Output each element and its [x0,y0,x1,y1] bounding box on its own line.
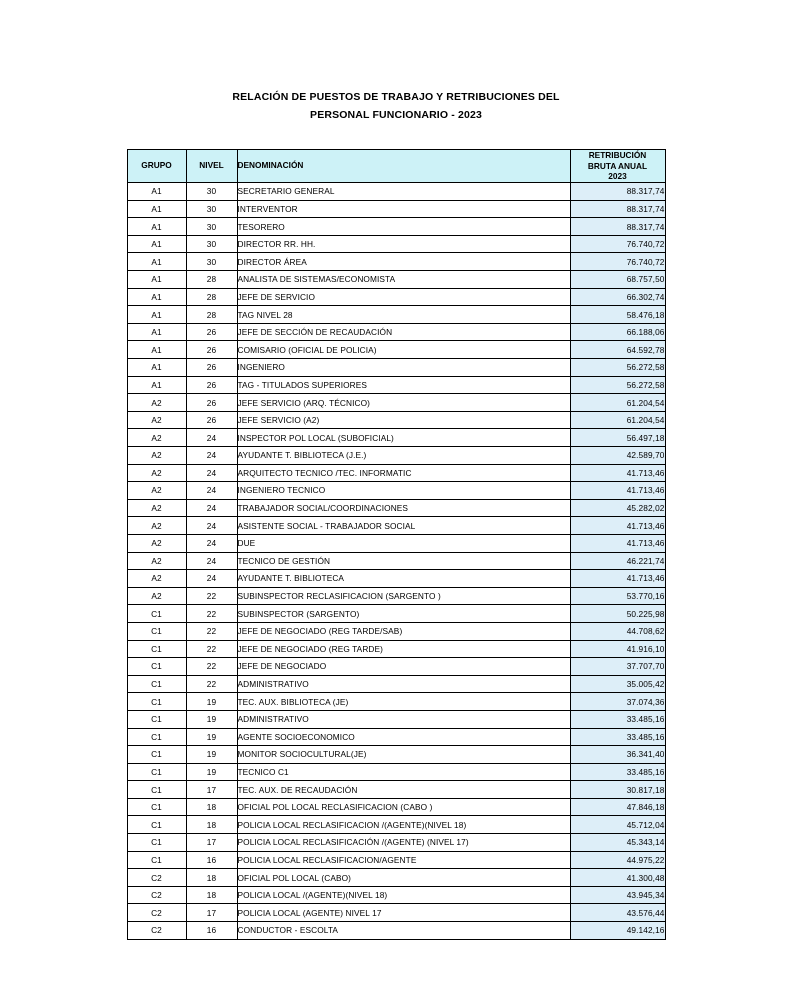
cell-grupo: C1 [127,834,186,852]
table-row [127,359,665,377]
cell-nivel: 24 [186,570,237,588]
cell-nivel: 28 [186,306,237,324]
table-row [127,447,665,465]
cell-nivel: 22 [186,640,237,658]
cell-nivel: 22 [186,658,237,676]
cell-nivel: 24 [186,429,237,447]
cell-retribucion: 41.713,46 [570,570,665,588]
cell-nivel: 26 [186,341,237,359]
cell-denominacion: TECNICO DE GESTIÓN [237,552,570,570]
cell-nivel: 22 [186,605,237,623]
cell-nivel: 19 [186,763,237,781]
cell-retribucion: 58.476,18 [570,306,665,324]
cell-denominacion: POLICIA LOCAL RECLASIFICACIÓN /(AGENTE) (NIVEL 17) [237,834,570,852]
cell-grupo: C1 [127,763,186,781]
cell-retribucion: 37.707,70 [570,658,665,676]
cell-retribucion: 33.485,16 [570,710,665,728]
cell-nivel: 19 [186,710,237,728]
cell-retribucion: 53.770,16 [570,587,665,605]
cell-retribucion: 88.317,74 [570,218,665,236]
cell-denominacion: INTERVENTOR [237,200,570,218]
cell-nivel: 30 [186,235,237,253]
cell-denominacion: JEFE SERVICIO (ARQ. TÉCNICO) [237,394,570,412]
cell-retribucion: 44.975,22 [570,851,665,869]
cell-retribucion: 41.713,46 [570,482,665,500]
table-row [127,728,665,746]
table-row [127,183,665,201]
cell-grupo: C1 [127,675,186,693]
cell-retribucion: 76.740,72 [570,253,665,271]
table-row [127,781,665,799]
cell-nivel: 30 [186,253,237,271]
cell-retribucion: 45.712,04 [570,816,665,834]
cell-retribucion: 30.817,18 [570,781,665,799]
cell-grupo: C1 [127,781,186,799]
cell-grupo: A1 [127,218,186,236]
cell-nivel: 16 [186,922,237,940]
cell-denominacion: INGENIERO [237,359,570,377]
cell-denominacion: COMISARIO (OFICIAL DE POLICIA) [237,341,570,359]
table-row [127,376,665,394]
cell-denominacion: JEFE SERVICIO (A2) [237,411,570,429]
cell-denominacion: CONDUCTOR - ESCOLTA [237,922,570,940]
cell-grupo: A2 [127,411,186,429]
cell-denominacion: INGENIERO TECNICO [237,482,570,500]
cell-retribucion: 37.074,36 [570,693,665,711]
cell-grupo: A2 [127,429,186,447]
column-header-retribucion-line-3: 2023 [608,171,627,182]
table-row [127,394,665,412]
cell-nivel: 19 [186,746,237,764]
column-header-denominacion: DENOMINACIÓN [237,149,570,182]
cell-nivel: 17 [186,781,237,799]
table-row [127,640,665,658]
cell-retribucion: 44.708,62 [570,622,665,640]
table-row [127,886,665,904]
table-body [127,183,665,940]
cell-nivel: 17 [186,834,237,852]
cell-nivel: 17 [186,904,237,922]
cell-grupo: C1 [127,746,186,764]
cell-nivel: 24 [186,447,237,465]
table-header-row [127,149,665,182]
cell-nivel: 18 [186,816,237,834]
cell-denominacion: POLICIA LOCAL (AGENTE) NIVEL 17 [237,904,570,922]
cell-nivel: 24 [186,482,237,500]
table-row [127,306,665,324]
cell-retribucion: 41.713,46 [570,534,665,552]
table-row [127,271,665,289]
cell-grupo: A2 [127,464,186,482]
cell-retribucion: 56.272,58 [570,376,665,394]
table-row [127,904,665,922]
table-row [127,605,665,623]
cell-nivel: 26 [186,411,237,429]
cell-nivel: 18 [186,886,237,904]
column-header-retribucion-line-2: BRUTA ANUAL [587,160,648,171]
cell-retribucion: 49.142,16 [570,922,665,940]
cell-denominacion: JEFE DE NEGOCIADO (REG TARDE/SAB) [237,622,570,640]
table-row [127,693,665,711]
table-row [127,675,665,693]
cell-retribucion: 88.317,74 [570,200,665,218]
cell-denominacion: TESORERO [237,218,570,236]
cell-retribucion: 76.740,72 [570,235,665,253]
cell-denominacion: SUBINSPECTOR (SARGENTO) [237,605,570,623]
cell-denominacion: DIRECTOR RR. HH. [237,235,570,253]
cell-nivel: 28 [186,271,237,289]
table-row [127,763,665,781]
table-row [127,288,665,306]
cell-retribucion: 45.343,14 [570,834,665,852]
cell-retribucion: 68.757,50 [570,271,665,289]
cell-nivel: 16 [186,851,237,869]
table-row [127,570,665,588]
cell-denominacion: SECRETARIO GENERAL [237,183,570,201]
cell-denominacion: DUE [237,534,570,552]
cell-retribucion: 45.282,02 [570,499,665,517]
cell-grupo: A1 [127,341,186,359]
table-header [127,149,665,182]
cell-nivel: 24 [186,552,237,570]
cell-denominacion: JEFE DE NEGOCIADO (REG TARDE) [237,640,570,658]
cell-grupo: A2 [127,534,186,552]
cell-nivel: 18 [186,869,237,887]
cell-grupo: A2 [127,482,186,500]
cell-retribucion: 33.485,16 [570,763,665,781]
cell-grupo: A2 [127,394,186,412]
table-row [127,218,665,236]
cell-nivel: 30 [186,183,237,201]
cell-retribucion: 43.945,34 [570,886,665,904]
cell-grupo: C1 [127,798,186,816]
table-row [127,482,665,500]
cell-retribucion: 66.302,74 [570,288,665,306]
cell-grupo: C2 [127,886,186,904]
cell-nivel: 24 [186,517,237,535]
cell-grupo: C1 [127,622,186,640]
cell-grupo: C1 [127,640,186,658]
cell-nivel: 22 [186,622,237,640]
table-row [127,411,665,429]
page-title-line-2: PERSONAL FUNCIONARIO - 2023 [310,109,482,122]
cell-grupo: A1 [127,288,186,306]
cell-grupo: A1 [127,376,186,394]
cell-retribucion: 42.589,70 [570,447,665,465]
cell-grupo: A1 [127,271,186,289]
cell-nivel: 26 [186,376,237,394]
table-row [127,429,665,447]
cell-nivel: 24 [186,499,237,517]
table-row [127,200,665,218]
cell-denominacion: ANALISTA DE SISTEMAS/ECONOMISTA [237,271,570,289]
column-header-nivel: NIVEL [186,149,237,182]
cell-grupo: C1 [127,693,186,711]
cell-retribucion: 46.221,74 [570,552,665,570]
cell-nivel: 24 [186,534,237,552]
cell-denominacion: ASISTENTE SOCIAL - TRABAJADOR SOCIAL [237,517,570,535]
table-row [127,587,665,605]
cell-retribucion: 41.713,46 [570,517,665,535]
cell-grupo: A2 [127,447,186,465]
cell-nivel: 19 [186,693,237,711]
cell-grupo: A1 [127,359,186,377]
cell-nivel: 28 [186,288,237,306]
cell-retribucion: 64.592,78 [570,341,665,359]
cell-retribucion: 66.188,06 [570,323,665,341]
table-row [127,235,665,253]
retributions-table [127,149,666,940]
cell-retribucion: 47.846,18 [570,798,665,816]
column-header-retribucion-line-1: RETRIBUCIÓN [588,149,647,160]
cell-grupo: A1 [127,323,186,341]
cell-grupo: A1 [127,235,186,253]
cell-retribucion: 61.204,54 [570,394,665,412]
table-row [127,499,665,517]
cell-grupo: C2 [127,869,186,887]
cell-grupo: C1 [127,728,186,746]
table-row [127,816,665,834]
cell-denominacion: JEFE DE SERVICIO [237,288,570,306]
cell-nivel: 24 [186,464,237,482]
cell-grupo: A1 [127,200,186,218]
cell-retribucion: 41.713,46 [570,464,665,482]
cell-grupo: A2 [127,499,186,517]
table-row [127,922,665,940]
cell-denominacion: POLICIA LOCAL RECLASIFICACION /(AGENTE)(NIVEL 18) [237,816,570,834]
cell-nivel: 30 [186,218,237,236]
cell-denominacion: SUBINSPECTOR RECLASIFICACION (SARGENTO ) [237,587,570,605]
cell-denominacion: TECNICO C1 [237,763,570,781]
table-row [127,851,665,869]
cell-nivel: 22 [186,587,237,605]
column-header-grupo: GRUPO [127,149,186,182]
cell-denominacion: TEC. AUX. DE RECAUDACIÓN [237,781,570,799]
column-header-retribucion-lines [571,150,665,182]
table-row [127,517,665,535]
cell-nivel: 22 [186,675,237,693]
cell-denominacion: DIRECTOR ÁREA [237,253,570,271]
cell-denominacion: JEFE DE NEGOCIADO [237,658,570,676]
cell-denominacion: POLICIA LOCAL RECLASIFICACION/AGENTE [237,851,570,869]
cell-denominacion: POLICIA LOCAL /(AGENTE)(NIVEL 18) [237,886,570,904]
cell-nivel: 18 [186,798,237,816]
cell-retribucion: 41.300,48 [570,869,665,887]
cell-grupo: A1 [127,306,186,324]
cell-grupo: C1 [127,710,186,728]
cell-denominacion: TAG - TITULADOS SUPERIORES [237,376,570,394]
cell-denominacion: ADMINISTRATIVO [237,710,570,728]
cell-grupo: C1 [127,605,186,623]
cell-retribucion: 41.916,10 [570,640,665,658]
cell-grupo: A2 [127,570,186,588]
table-row [127,798,665,816]
cell-retribucion: 61.204,54 [570,411,665,429]
cell-denominacion: INSPECTOR POL LOCAL (SUBOFICIAL) [237,429,570,447]
cell-grupo: C2 [127,904,186,922]
table-row [127,323,665,341]
cell-retribucion: 43.576,44 [570,904,665,922]
cell-denominacion: OFICIAL POL LOCAL (CABO) [237,869,570,887]
cell-grupo: A2 [127,587,186,605]
cell-denominacion: AYUDANTE T. BIBLIOTECA [237,570,570,588]
page-title-line-1: RELACIÓN DE PUESTOS DE TRABAJO Y RETRIBUCIONES DEL [232,91,560,103]
cell-denominacion: TEC. AUX. BIBLIOTECA (JE) [237,693,570,711]
column-header-retribucion [570,149,665,182]
table-row [127,834,665,852]
cell-denominacion: TRABAJADOR SOCIAL/COORDINACIONES [237,499,570,517]
table-row [127,746,665,764]
cell-retribucion: 88.317,74 [570,183,665,201]
table-row [127,658,665,676]
cell-grupo: A1 [127,183,186,201]
cell-retribucion: 35.005,42 [570,675,665,693]
cell-grupo: C1 [127,658,186,676]
cell-nivel: 26 [186,323,237,341]
cell-denominacion: TAG NIVEL 28 [237,306,570,324]
table-row [127,869,665,887]
cell-retribucion: 56.497,18 [570,429,665,447]
cell-retribucion: 50.225,98 [570,605,665,623]
table-row [127,534,665,552]
cell-grupo: C1 [127,816,186,834]
cell-retribucion: 36.341,40 [570,746,665,764]
cell-denominacion: OFICIAL POL LOCAL RECLASIFICACION (CABO ) [237,798,570,816]
cell-grupo: A2 [127,552,186,570]
table-row [127,710,665,728]
cell-nivel: 30 [186,200,237,218]
table-row [127,253,665,271]
cell-denominacion: ARQUITECTO TECNICO /TEC. INFORMATIC [237,464,570,482]
cell-grupo: A2 [127,517,186,535]
cell-denominacion: ADMINISTRATIVO [237,675,570,693]
cell-grupo: C2 [127,922,186,940]
cell-grupo: C1 [127,851,186,869]
cell-denominacion: JEFE DE SECCIÓN DE RECAUDACIÓN [237,323,570,341]
table-row [127,552,665,570]
cell-denominacion: AGENTE SOCIOECONOMICO [237,728,570,746]
cell-grupo: A1 [127,253,186,271]
cell-nivel: 26 [186,359,237,377]
table-row [127,622,665,640]
cell-retribucion: 56.272,58 [570,359,665,377]
cell-nivel: 19 [186,728,237,746]
table-row [127,341,665,359]
cell-denominacion: MONITOR SOCIOCULTURAL(JE) [237,746,570,764]
page-title [0,0,792,125]
cell-denominacion: AYUDANTE T. BIBLIOTECA (J.E.) [237,447,570,465]
cell-retribucion: 33.485,16 [570,728,665,746]
cell-nivel: 26 [186,394,237,412]
table-row [127,464,665,482]
